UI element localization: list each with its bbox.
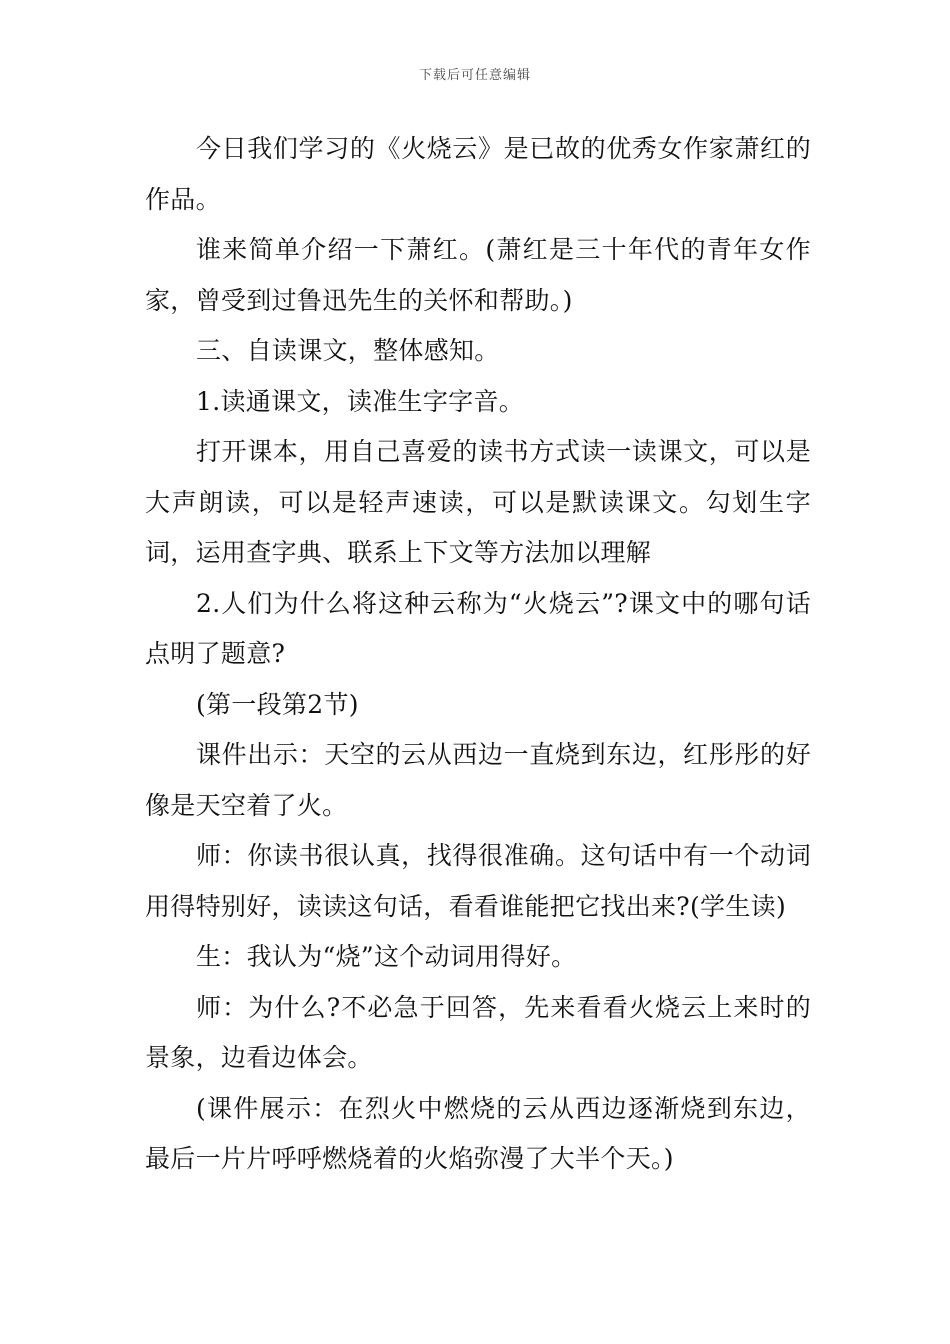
paragraph-teacher-followup: 师：为什么?不必急于回答，先来看看火烧云上来时的景象，边看边体会。: [145, 992, 811, 1072]
paragraph-courseware-display: (课件展示：在烈火中燃烧的云从西边逐渐烧到东边，最后一片片呼呼燃烧着的火焰弥漫了大半个天。): [145, 1093, 811, 1173]
paragraph-step-2: 2.人们为什么将这种云称为“火烧云”?课文中的哪句话点明了题意?: [145, 588, 811, 668]
paragraph-courseware-sentence: 课件出示：天空的云从西边一直烧到东边，红彤彤的好像是天空着了火。: [145, 740, 811, 820]
paragraph-reading-method: 打开课本，用自己喜爱的读书方式读一读课文，可以是大声朗读，可以是轻声速读，可以是默读课文。勾划生字词，运用查字典、联系上下文等方法加以理解: [145, 437, 811, 567]
paragraph-author-intro: 谁来简单介绍一下萧红。(萧红是三十年代的青年女作家，曾受到过鲁迅先生的关怀和帮助。): [145, 235, 811, 315]
page-header: 下载后可任意编辑: [418, 68, 531, 83]
paragraph-section-ref: (第一段第2节): [196, 689, 359, 719]
paragraph-step-1: 1.读通课文，读准生字字音。: [196, 386, 525, 416]
paragraph-student-answer: 生：我认为“烧”这个动词用得好。: [196, 942, 577, 971]
paragraph-teacher-question: 师：你读书很认真，找得很准确。这句话中有一个动词用得特别好，读读这句话，看看谁能把它找出来?(学生读): [145, 841, 811, 921]
document-body: [145, 124, 811, 1185]
section-heading-self-reading: 三、自读课文，整体感知。: [196, 336, 500, 365]
paragraph-intro: 今日我们学习的《火烧云》是已故的优秀女作家萧红的作品。: [145, 134, 811, 214]
